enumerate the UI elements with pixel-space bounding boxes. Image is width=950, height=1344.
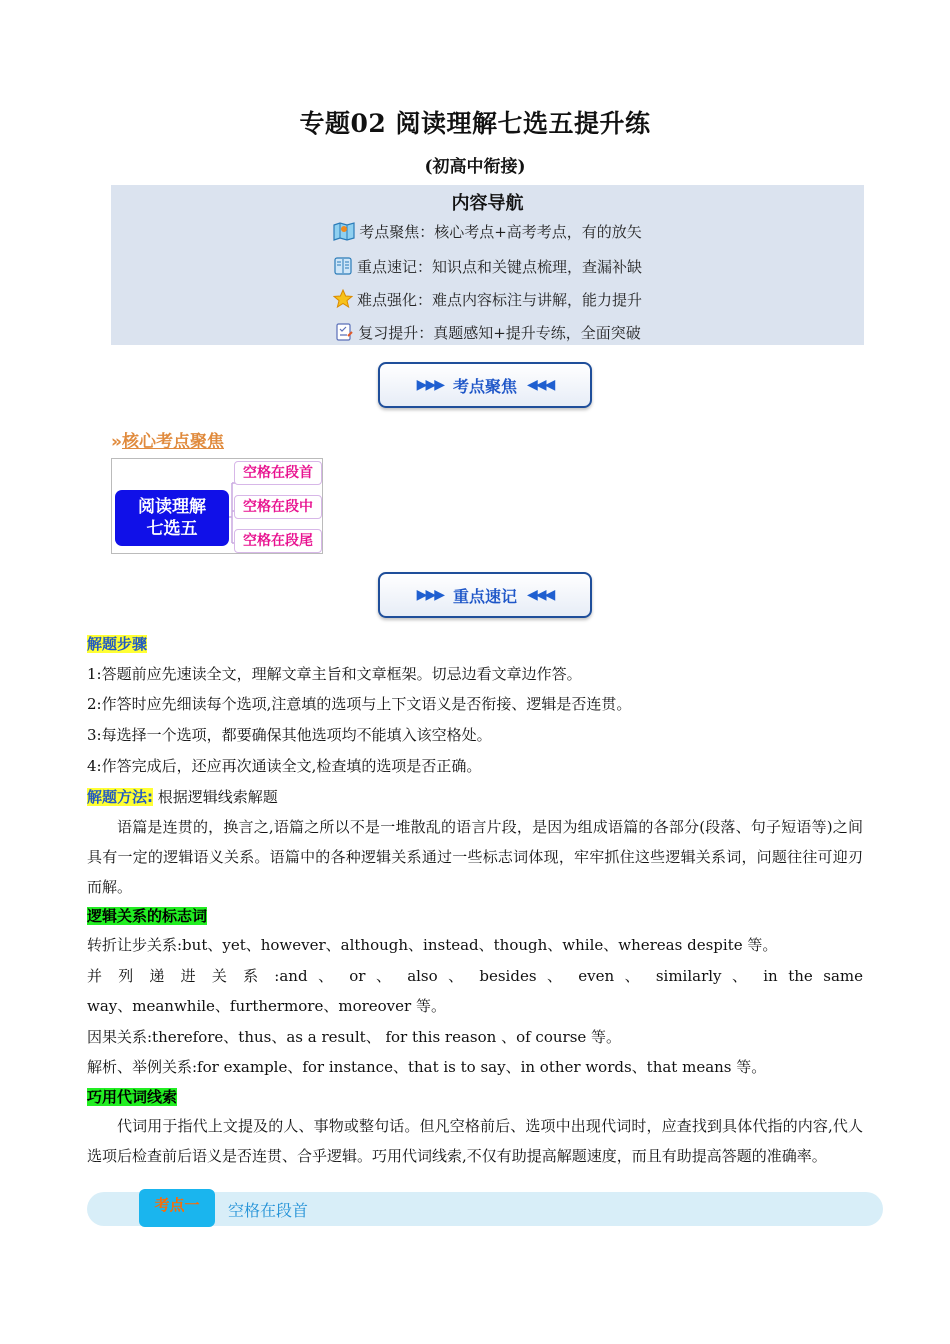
markers-heading <box>87 906 863 926</box>
nav-item-text: 重点速记：知识点和关键点梳理，查漏补缺 <box>356 258 642 276</box>
marker-contrast: 转折让步关系:but、yet、however、although、instead、though、while、whereas despite 等。 <box>87 936 778 954</box>
step-3: 3:每选择一个选项，都要确保其他选项均不能填入该空格处。 <box>87 726 492 744</box>
triangle-right-icon: ▶▶▶ <box>416 587 443 603</box>
pronoun-paragraph: 代词用于指代上文提及的人、事物或整句话。但凡空格前后、选项中出现代词时，应查找到具体代指的内容,代人选项后检查前后语义是否连贯、合乎逻辑。巧用代词线索,不仅有助提高解题速度，而且有助提高答题的准确率。 <box>87 1117 863 1165</box>
triangle-right-icon: ▶▶▶ <box>416 377 443 393</box>
core-points-text: 核心考点聚焦 <box>121 432 224 452</box>
nav-item-zhongdian <box>111 256 864 280</box>
core-points-link[interactable] <box>111 427 224 452</box>
banner-text: 重点速记 <box>452 586 517 606</box>
nav-item-text: 考点聚焦：核心考点+高考考点，有的放矢 <box>359 223 642 241</box>
map-icon <box>333 221 355 245</box>
mind-branch-start: 空格在段首 <box>234 461 322 485</box>
mind-branch-end: 空格在段尾 <box>234 529 322 553</box>
pronoun-heading <box>87 1087 863 1107</box>
method-line <box>87 787 863 807</box>
banner-zhongdian-suji <box>378 572 592 618</box>
banner-kaodian-jujiao <box>378 362 592 408</box>
nav-item-nandian <box>111 289 864 313</box>
steps-heading <box>87 634 863 654</box>
banner-text: 考点聚焦 <box>452 376 517 396</box>
checklist-icon <box>334 322 354 346</box>
marker-example: 解析、举例关系:for example、for instance、that is to say、in other words、that means 等。 <box>87 1058 767 1076</box>
mind-map-core <box>115 490 229 546</box>
nav-item-text: 复习提升：真题感知+提升专练，全面突破 <box>358 324 641 342</box>
page-title: 专题02 阅读理解七选五提升练 <box>299 109 651 138</box>
nav-title: 内容导航 <box>451 193 524 214</box>
nav-item-kaodian <box>111 221 864 245</box>
pronoun-heading-text: 巧用代词线索 <box>87 1088 178 1106</box>
method-text: 根据逻辑线索解题 <box>153 788 278 806</box>
method-label: 解题方法: <box>87 788 153 806</box>
content-navigation <box>111 185 864 345</box>
double-chevron-icon: » <box>111 432 122 452</box>
mind-branch-middle: 空格在段中 <box>234 495 322 519</box>
markers-heading-text: 逻辑关系的标志词 <box>87 907 208 925</box>
triangle-left-icon: ◀◀◀ <box>527 377 554 393</box>
star-icon <box>333 289 353 313</box>
marker-parallel-2: way、meanwhile、furthermore、moreover 等。 <box>87 997 446 1015</box>
nav-item-text: 难点强化：难点内容标注与讲解，能力提升 <box>356 291 642 309</box>
step-2: 2:作答时应先细读每个选项,注意填的选项与上下文语义是否衔接、逻辑是否连贯。 <box>87 695 632 713</box>
kaodian-title: 空格在段首 <box>228 1201 309 1220</box>
method-paragraph: 语篇是连贯的，换言之,语篇之所以不是一堆散乱的语言片段，是因为组成语篇的各部分(段落、句子短语等)之间具有一定的逻辑语义关系。语篇中的各种逻辑关系通过一些标志词体现，牢牢抓住这些逻辑关系词，问题往往可迎刃而解。 <box>87 818 863 896</box>
marker-parallel-1: 并 列 递 进 关 系 :and 、 or 、 also 、 besides 、 even 、 similarly 、 in the same <box>87 967 863 985</box>
book-icon <box>333 256 353 280</box>
mind-map-core-line1: 阅读理解 <box>138 497 206 517</box>
triangle-left-icon: ◀◀◀ <box>527 587 554 603</box>
mind-map-core-line2: 七选五 <box>146 519 198 539</box>
step-1: 1:答题前应先速读全文，理解文章主旨和文章框架。切忌边看文章边作答。 <box>87 665 582 683</box>
page-subtitle: (初高中衔接) <box>424 157 526 177</box>
steps-heading-text: 解题步骤 <box>87 635 148 653</box>
mind-map <box>111 458 323 554</box>
marker-cause: 因果关系:therefore、thus、as a result、 for this reason 、of course 等。 <box>87 1028 622 1046</box>
step-4: 4:作答完成后，还应再次通读全文,检查填的选项是否正确。 <box>87 757 482 775</box>
kaodian-tag: 考点一 <box>139 1189 215 1227</box>
nav-item-fuxi <box>111 322 864 346</box>
